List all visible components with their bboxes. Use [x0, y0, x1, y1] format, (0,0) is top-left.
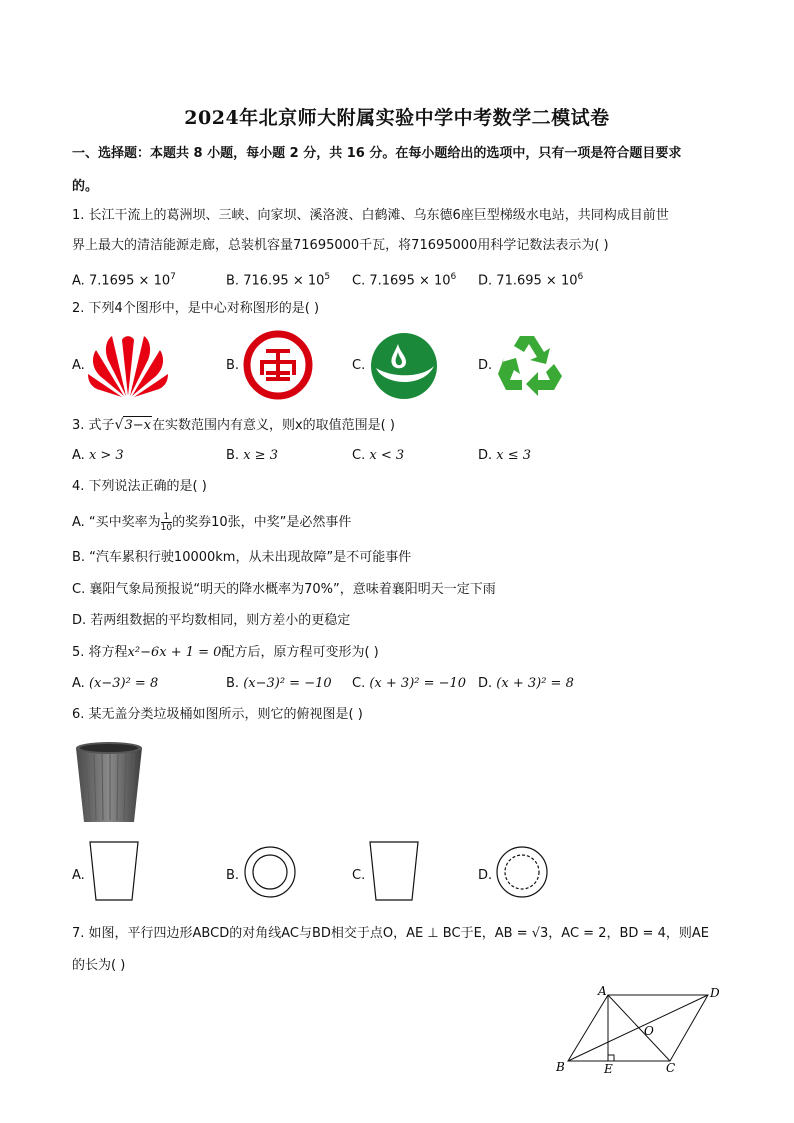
fraction-denominator: 10	[160, 523, 173, 533]
point-label-b: B	[556, 1060, 565, 1074]
q2-option-a-label: A.	[72, 358, 85, 373]
section-heading-line2: 的。	[72, 179, 99, 194]
option-label: A.	[72, 448, 85, 463]
q3-text-pre: 3. 式子	[72, 418, 115, 433]
option-exponent: 7	[170, 272, 176, 282]
option-label: C.	[352, 273, 366, 289]
q3-text	[72, 416, 395, 435]
q4-text: 4. 下列说法正确的是( )	[72, 479, 207, 494]
q5-equation: x²−6x + 1 = 0	[127, 645, 222, 660]
q4-a-post: 的奖券10张，中奖”是必然事件	[172, 515, 352, 530]
q6-option-d-dashed-circles[interactable]	[495, 845, 549, 899]
point-label-o: O	[644, 1024, 654, 1038]
option-value: x ≥ 3	[243, 448, 278, 463]
option-label: D.	[478, 676, 493, 691]
q6-option-c-label: C.	[352, 868, 366, 883]
water-drop-logo-icon[interactable]	[370, 332, 438, 400]
point-label-c: C	[666, 1061, 676, 1075]
q5-option-c[interactable]	[352, 675, 466, 693]
option-label: B.	[226, 448, 240, 463]
q1-text-line1: 1. 长江干流上的葛洲坝、三峡、向家坝、溪洛渡、白鹤滩、乌东德6座巨型梯级水电站，共同构成目前世	[72, 208, 669, 223]
fraction	[161, 512, 172, 533]
option-value: 71.695 × 10	[496, 273, 578, 289]
option-value: x ≤ 3	[496, 448, 532, 463]
q4-option-d[interactable]: D. 若两组数据的平均数相同，则方差小的更稳定	[72, 613, 351, 628]
option-label: B.	[226, 676, 240, 691]
q2-option-b-label: B.	[226, 358, 240, 373]
option-exponent: 5	[324, 272, 331, 282]
trash-bin-image	[74, 740, 144, 824]
q3-option-a[interactable]	[72, 447, 124, 465]
q7-text-line1: 7. 如图，平行四边形ABCD的对角线AC与BD相交于点O，AE ⊥ BC于E，AB = √3，AC = 2，BD = 4，则AE	[72, 926, 709, 941]
point-label-e: E	[604, 1062, 613, 1076]
q3-text-post: 在实数范围内有意义，则x的取值范围是( )	[151, 418, 395, 433]
option-exponent: 6	[577, 272, 584, 282]
q6-option-b-concentric-circles[interactable]	[243, 845, 297, 899]
option-value: 7.1695 × 10	[88, 273, 171, 289]
option-label: A.	[72, 273, 85, 289]
q5-text-pre: 5. 将方程	[72, 645, 128, 660]
q6-option-d-label: D.	[478, 868, 493, 883]
fraction-numerator: 1	[161, 512, 172, 523]
option-label: C.	[352, 676, 366, 691]
section-heading-line1: 一、选择题：本题共 8 小题，每小题 2 分，共 16 分。在每小题给出的选项中，只有一项是符合题目要求	[72, 146, 682, 161]
huawei-logo-icon[interactable]	[86, 330, 170, 400]
sqrt-sign: √	[114, 417, 124, 433]
q6-text: 6. 某无盖分类垃圾桶如图所示，则它的俯视图是( )	[72, 707, 363, 722]
q2-option-c-label: C.	[352, 358, 366, 373]
option-label: C.	[352, 448, 366, 463]
q1-option-d[interactable]	[478, 268, 583, 290]
option-value: (x−3)² = 8	[88, 676, 159, 691]
q1-option-b[interactable]	[226, 268, 330, 290]
q5-option-b[interactable]	[226, 675, 332, 693]
option-value: x > 3	[88, 448, 124, 463]
q5-text	[72, 644, 379, 662]
point-label-a: A	[598, 984, 607, 998]
q1-text-line2: 界上最大的清洁能源走廊，总装机容量71695000千瓦，将71695000用科学记数法表示为( )	[72, 238, 609, 253]
q4-option-b[interactable]: B. “汽车累积行驶10000km，从未出现故障”是不可能事件	[72, 550, 412, 565]
q3-option-d[interactable]	[478, 447, 531, 465]
q3-option-c[interactable]	[352, 447, 404, 465]
option-label: D.	[478, 448, 493, 463]
q1-option-c[interactable]	[352, 268, 456, 290]
q1-option-a[interactable]	[72, 268, 176, 290]
q7-text-line2: 的长为( )	[72, 958, 126, 973]
point-label-d: D	[710, 986, 720, 1000]
q2-option-d-label: D.	[478, 358, 493, 373]
q5-text-post: 配方后，原方程可变形为( )	[221, 645, 379, 660]
icbc-logo-icon[interactable]	[243, 330, 313, 400]
q6-option-c-trapezoid[interactable]	[368, 840, 420, 902]
parallelogram-diagram	[550, 983, 730, 1078]
q4-option-c[interactable]: C. 襄阳气象局预报说“明天的降水概率为70%”，意味着襄阳明天一定下雨	[72, 582, 496, 597]
q4-option-a[interactable]	[72, 512, 351, 533]
option-value: (x + 3)² = −10	[369, 676, 467, 691]
option-value: x < 3	[369, 448, 405, 463]
option-value: 716.95 × 10	[243, 273, 325, 289]
q4-a-pre: A. “买中奖率为	[72, 515, 161, 530]
q6-option-a-label: A.	[72, 868, 85, 883]
q3-option-b[interactable]	[226, 447, 278, 465]
option-exponent: 6	[450, 272, 457, 282]
q6-option-b-label: B.	[226, 868, 240, 883]
q2-text: 2. 下列4个图形中，是中心对称图形的是( )	[72, 301, 320, 316]
option-value: (x + 3)² = 8	[496, 676, 574, 691]
page-title: 2024年北京师大附属实验中学中考数学二模试卷	[184, 107, 610, 129]
option-label: D.	[478, 273, 493, 289]
option-value: 7.1695 × 10	[369, 273, 451, 289]
q5-option-a[interactable]	[72, 675, 158, 693]
recycle-logo-icon[interactable]	[494, 330, 566, 400]
option-value: (x−3)² = −10	[243, 676, 332, 691]
q3-radicand: 3−x	[124, 418, 151, 433]
q6-option-a-trapezoid[interactable]	[88, 840, 140, 902]
option-label: B.	[226, 273, 240, 289]
option-label: A.	[72, 676, 85, 691]
q5-option-d[interactable]	[478, 675, 574, 693]
